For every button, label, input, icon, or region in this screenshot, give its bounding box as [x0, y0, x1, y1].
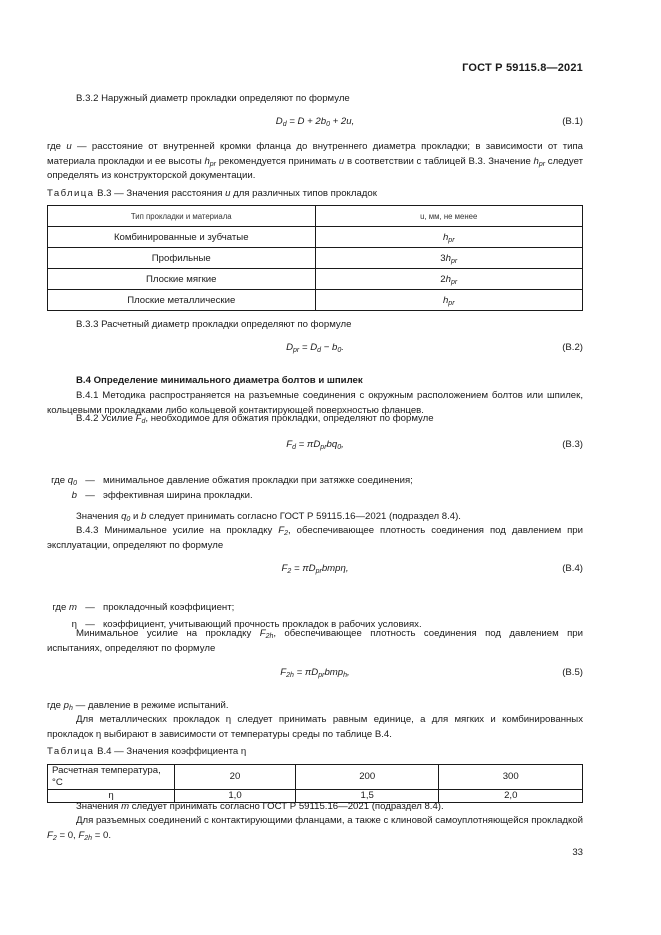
table-cell-type: Комбинированные и зубчатые — [48, 227, 316, 248]
table-b3-col-u: u, мм, не менее — [315, 206, 583, 227]
formula-b1-expr: $D_d = D + 2b_0 + 2u$, — [275, 116, 355, 128]
where-item-m: где m — прокладочный коэффициент; — [52, 602, 235, 613]
formula-b5-number: (В.5) — [562, 667, 583, 678]
page-number: 33 — [572, 847, 583, 858]
paragraph-b41: В.4.1 Методика распространяется на разъемные соединения с окружным расположением болтов или шпилек, кольцевыми прокладками либо кольцевой контактирующей поверхностью фланцев. — [47, 390, 583, 416]
paragraph-q0-b-values: Значения $q_0$ и b следует принимать согласно ГОСТ Р 59115.16—2021 (подраздел 8.4). — [76, 511, 461, 523]
paragraph-m-values: Значения m следует принимать согласно ГОСТ Р 59115.16—2021 (подраздел 8.4). — [76, 801, 444, 812]
formula-b1-number: (В.1) — [562, 116, 583, 127]
formula-b4 — [47, 563, 583, 579]
formula-b5-expr: $F_{2h} = \pi D_{pr}bmp_h$, — [280, 667, 350, 679]
table-cell: 1,0 — [175, 790, 296, 803]
table-cell: 300 — [439, 765, 583, 790]
table-row — [48, 227, 583, 248]
table-cell-label: Расчетная температура, °С — [48, 765, 175, 790]
paragraph-b32-where: где u — расстояние от внутренней кромки фланца до внутреннего диаметра прокладки; в зависимости от типа материала прокладки и ее высоты $h_{pr}$ рекомендуется принимать u в соответствии с таблицей В.3. Значение $h_{pr}$ следует определять из конструкторской документации. — [47, 141, 584, 181]
table-b4-caption: Таблица В.4 — Значения коэффициента η — [47, 746, 247, 757]
where-list-b3 — [47, 473, 583, 503]
formula-b1 — [47, 116, 583, 132]
table-cell-u: $2h_{pr}$ — [315, 269, 583, 290]
table-row — [48, 290, 583, 311]
table-b3 — [47, 205, 583, 311]
table-cell-u: $h_{pr}$ — [315, 227, 583, 248]
formula-b2-number: (В.2) — [562, 342, 583, 353]
formula-b3-expr: $F_d = \pi D_{pr}bq_0$, — [286, 439, 344, 451]
section-b4-heading: В.4 Определение минимального диаметра болтов и шпилек — [76, 375, 363, 386]
table-cell: 200 — [295, 765, 439, 790]
table-cell-label: η — [48, 790, 175, 803]
formula-b3-number: (В.3) — [562, 439, 583, 450]
where-item-eta: η — коэффициент, учитывающий прочность прокладок в рабочих условиях. — [71, 619, 422, 630]
table-cell-type: Плоские металлические — [48, 290, 316, 311]
formula-b3 — [47, 439, 583, 455]
paragraph-eta-choice: Для металлических прокладок η следует принимать равным единице, а для мягких и комбинированных прокладок η выбирают в зависимости от температуры среды по таблице В.4. — [47, 714, 583, 740]
table-cell-u: $3h_{pr}$ — [315, 248, 583, 269]
table-row — [48, 248, 583, 269]
paragraph-b32: В.3.2 Наружный диаметр прокладки определяют по формуле — [76, 93, 350, 104]
table-b3-col-type: Тип прокладки и материала — [48, 206, 316, 227]
formula-b4-number: (В.4) — [562, 563, 583, 574]
paragraph-b33: В.3.3 Расчетный диаметр прокладки определяют по формуле — [76, 319, 352, 330]
table-row — [48, 269, 583, 290]
table-b3-header-row — [48, 206, 583, 227]
table-cell: 1,5 — [295, 790, 439, 803]
table-cell-type: Плоские мягкие — [48, 269, 316, 290]
paragraph-contact-flanges: Для разъемных соединений с контактирующими фланцами, а также с клиновой самоуплотняющейся прокладкой $F_2 = 0$, $F_{2h} = 0$. — [47, 815, 583, 842]
formula-b4-expr: $F_2 = \pi D_{pr}bmp\eta$, — [281, 563, 349, 575]
table-row — [48, 765, 583, 790]
table-b4 — [47, 764, 583, 803]
paragraph-b43: В.4.3 Минимальное усилие на прокладку $F_2$, обеспечивающее плотность соединения под давлением при эксплуатации, определяют по формуле — [47, 525, 584, 551]
table-cell: 2,0 — [439, 790, 583, 803]
table-cell-type: Профильные — [48, 248, 316, 269]
table-cell: 20 — [175, 765, 296, 790]
formula-b2-expr: $D_{pr} = D_d - b_0$. — [286, 342, 344, 354]
where-item-b: b — эффективная ширина прокладки. — [71, 490, 253, 501]
table-b3-caption: Таблица В.3 — Значения расстояния u для различных типов прокладок — [47, 188, 377, 199]
table-cell-u: $h_{pr}$ — [315, 290, 583, 311]
paragraph-ph: где $p_h$ — давление в режиме испытаний. — [47, 700, 229, 712]
standard-number: ГОСТ Р 59115.8—2021 — [462, 62, 583, 74]
formula-b2 — [47, 342, 583, 358]
where-item-q0: где $q_0$ — минимальное давление обжатия прокладки при затяжке соединения; — [51, 475, 413, 487]
paragraph-b42: В.4.2 Усилие $F_d$, необходимое для обжатия прокладки, определяют по формуле — [76, 413, 434, 425]
paragraph-min-force-test: Минимальное усилие на прокладку $F_{2h}$, обеспечивающее плотность соединения под давлением при испытаниях, определяют по формуле — [47, 628, 584, 654]
formula-b5 — [47, 667, 583, 683]
